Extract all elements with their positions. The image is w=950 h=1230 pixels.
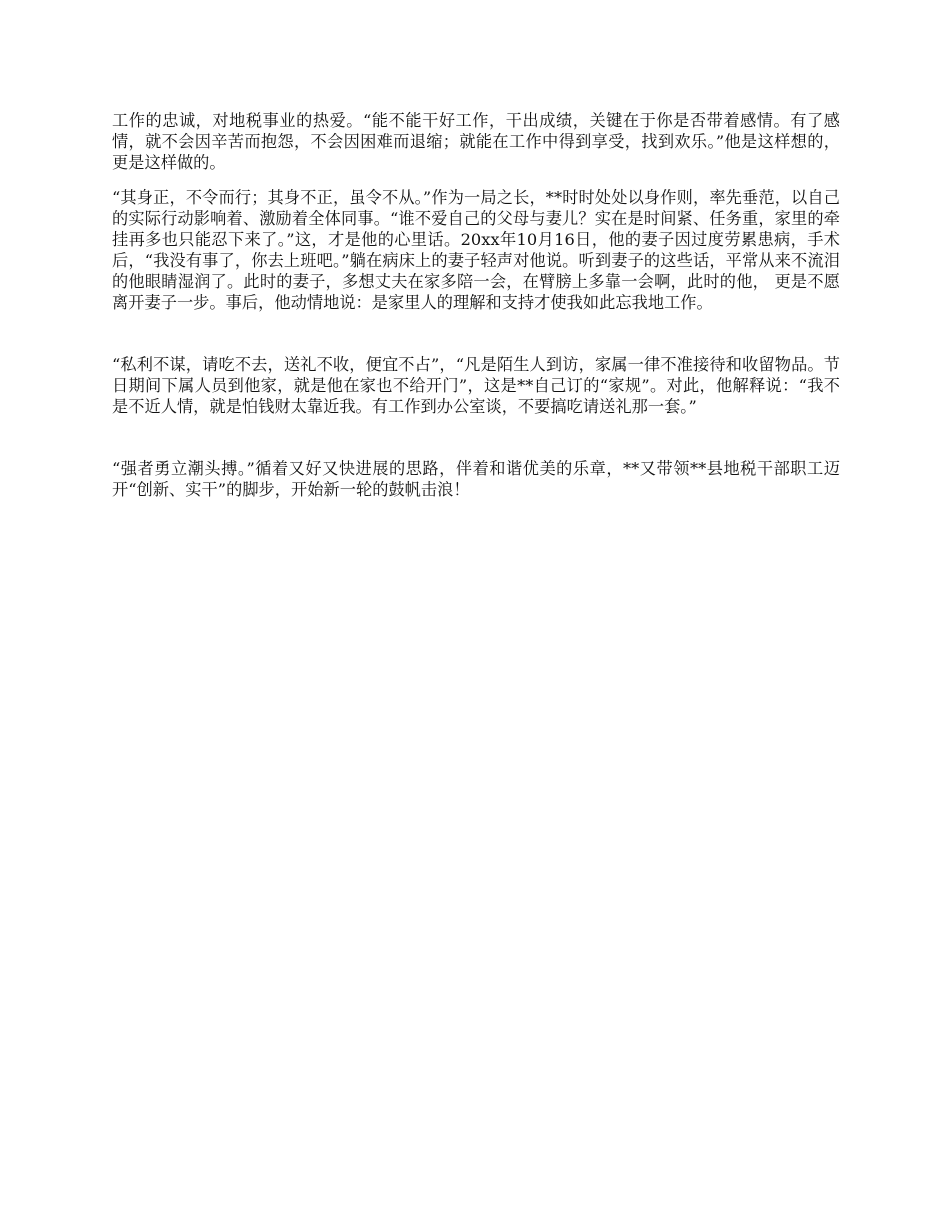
paragraph-4: “强者勇立潮头搏。”循着又好又快进展的思路，伴着和谐优美的乐章，**又带领**县地税干部职工迈开“创新、实干”的脚步，开始新一轮的鼓帆击浪！ <box>112 459 840 499</box>
paragraph-spacer <box>112 417 840 458</box>
paragraph-3: “私利不谋，请吃不去，送礼不收，便宜不占”，“凡是陌生人到访，家属一律不准接待和收留物品。节日期间下属人员到他家，就是他在家也不给开门”，这是**自己订的“家规”。对此，他解释说：“我不是不近人情，就是怕钱财太靠近我。有工作到办公室谈，不要搞吃请送礼那一套。” <box>112 355 840 416</box>
paragraph-1: 工作的忠诚，对地税事业的热爱。“能不能干好工作，干出成绩，关键在于你是否带着感情。有了感情，就不会因辛苦而抱怨，不会因困难而退缩；就能在工作中得到享受，找到欢乐。”他是这样想的，更是这样做的。 <box>112 111 840 172</box>
paragraph-2: “其身正，不令而行；其身不正，虽令不从。”作为一局之长，**时时处处以身作则，率先垂范，以自己的实际行动影响着、激励着全体同事。“谁不爱自己的父母与妻儿？实在是时间紧、任务重，家里的牵挂再多也只能忍下来了。”这，才是他的心里话。20xx年10月16日，他的妻子因过度劳累患病，手术后，“我没有事了，你去上班吧。”躺在病床上的妻子轻声对他说。听到妻子的这些话，平常从来不流泪的他眼睛湿润了。此时的妻子，多想丈夫在家多陪一会，在臂膀上多靠一会啊，此时的他， 更是不愿离开妻子一步。事后，他动情地说：是家里人的理解和支持才使我如此忘我地工作。 <box>112 188 840 312</box>
paragraph-spacer <box>112 313 840 354</box>
document-body <box>112 110 840 500</box>
paragraph-spacer <box>112 173 840 187</box>
